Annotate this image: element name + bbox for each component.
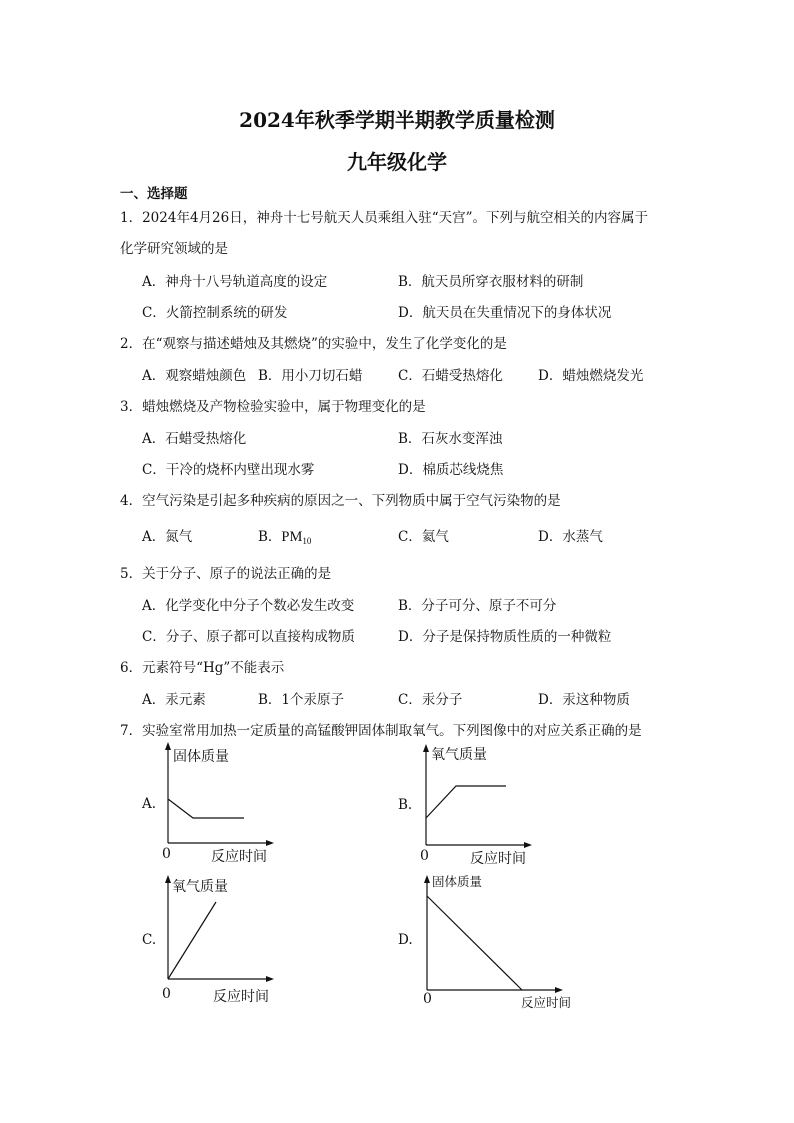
q5-option-a: A．化学变化中分子个数必发生改变 [142, 598, 355, 614]
question-text: 蜡烛燃烧及产物检验实验中，属于物理变化的是 [142, 399, 426, 415]
q6-option-d: D．汞这种物质 [538, 692, 630, 708]
graph-b-y-label: 氧气质量 [431, 747, 487, 763]
q5-option-b: B．分子可分、原子不可分 [398, 598, 557, 614]
question-text: 实验室常用加热一定质量的高锰酸钾固体制取氧气。下列图像中的对应关系正确的是 [142, 723, 642, 739]
graph-d-y-label: 固体质量 [432, 874, 483, 889]
graph-c-option-label: C. [142, 932, 157, 948]
question-1-stem [120, 206, 648, 226]
graph-b-x-label: 反应时间 [470, 851, 526, 867]
question-number: 6． [120, 660, 143, 676]
question-1-stem-line2: 化学研究领域的是 [120, 241, 228, 257]
graph-a-option-label: A. [142, 796, 157, 812]
question-5-stem [120, 562, 331, 582]
pm-formula: $PM_{10}$ [281, 529, 312, 546]
graph-c-y-label: 氧气质量 [172, 879, 228, 895]
q6-option-a: A．汞元素 [142, 692, 206, 708]
q3-option-a: A．石蜡受热熔化 [142, 431, 247, 447]
q6-option-c: C．汞分子 [398, 692, 463, 708]
q4-option-d: D．水蒸气 [538, 529, 603, 545]
question-text: 关于分子、原子的说法正确的是 [142, 566, 332, 582]
section-heading: 一、选择题 [120, 186, 188, 202]
q1-option-a: A．神舟十八号轨道高度的设定 [142, 274, 328, 290]
question-number: 3． [120, 399, 143, 415]
q1-option-b: B．航天员所穿衣服材料的研制 [398, 274, 584, 290]
graph-d-option-label: D. [398, 932, 413, 948]
question-number: 1． [120, 210, 143, 226]
graph-c-x-label: 反应时间 [213, 989, 269, 1005]
graph-a-curve [168, 799, 244, 818]
arrow-up-icon [165, 742, 171, 750]
q3-option-b: B．石灰水变浑浊 [398, 431, 503, 447]
page-title: 2024年秋季学期半期教学质量检测 [239, 108, 555, 132]
arrow-right-icon [266, 976, 274, 982]
question-number: 7． [120, 723, 143, 739]
q5-option-c: C．分子、原子都可以直接构成物质 [142, 629, 355, 645]
graph-c-origin: 0 [162, 986, 171, 1002]
q4-option-c: C．氦气 [398, 529, 449, 545]
question-text: 在“观察与描述蜡烛及其燃烧”的实验中，发生了化学变化的是 [142, 336, 507, 352]
question-number: 4． [120, 493, 143, 509]
question-number: 5． [120, 566, 143, 582]
q3-option-d: D．棉质芯线烧焦 [398, 462, 504, 478]
graph-d [419, 873, 569, 998]
graph-b-option-label: B. [398, 797, 413, 813]
question-number: 2． [120, 336, 143, 352]
q2-option-a: A．观察蜡烛颜色 [142, 368, 247, 384]
q4-option-b: B．$PM_{10}$ [258, 529, 312, 546]
graph-b-origin: 0 [420, 848, 429, 864]
question-6-stem [120, 656, 284, 676]
question-3-stem [120, 395, 426, 415]
graph-d-curve [427, 896, 522, 990]
question-text: 2024年4月26日，神舟十七号航天人员乘组入驻“天宫”。下列与航空相关的内容属于 [142, 210, 649, 226]
q2-option-d: D．蜡烛燃烧发光 [538, 368, 644, 384]
graph-c-curve [168, 902, 216, 979]
question-4-stem [120, 489, 561, 509]
question-7-stem [120, 719, 642, 739]
arrow-up-icon [424, 875, 430, 883]
q1-option-c: C．火箭控制系统的研发 [142, 305, 288, 321]
q5-option-d: D．分子是保持物质性质的一种微粒 [398, 629, 612, 645]
question-2-stem [120, 332, 507, 352]
graph-b-curve [426, 786, 506, 818]
q3-option-c: C．干冷的烧杯内壁出现水雾 [142, 462, 315, 478]
page-subtitle: 九年级化学 [347, 150, 447, 174]
graph-a-y-label: 固体质量 [173, 749, 229, 765]
arrow-right-icon [266, 840, 274, 846]
graph-a-origin: 0 [162, 846, 171, 862]
arrow-up-icon [423, 744, 429, 752]
q4-option-a: A．氮气 [142, 529, 193, 545]
q2-option-c: C．石蜡受热熔化 [398, 368, 503, 384]
graph-d-x-label: 反应时间 [521, 995, 572, 1010]
question-text: 空气污染是引起多种疾病的原因之一、下列物质中属于空气污染物的是 [142, 493, 561, 509]
graph-d-origin: 0 [423, 991, 432, 1007]
q6-option-b: B．1个汞原子 [258, 692, 345, 708]
q1-option-d: D．航天员在失重情况下的身体状况 [398, 305, 612, 321]
q2-option-b: B．用小刀切石蜡 [258, 368, 363, 384]
graph-a-x-label: 反应时间 [211, 849, 267, 865]
arrow-up-icon [165, 875, 171, 883]
question-text: 元素符号“Hg”不能表示 [142, 660, 285, 676]
